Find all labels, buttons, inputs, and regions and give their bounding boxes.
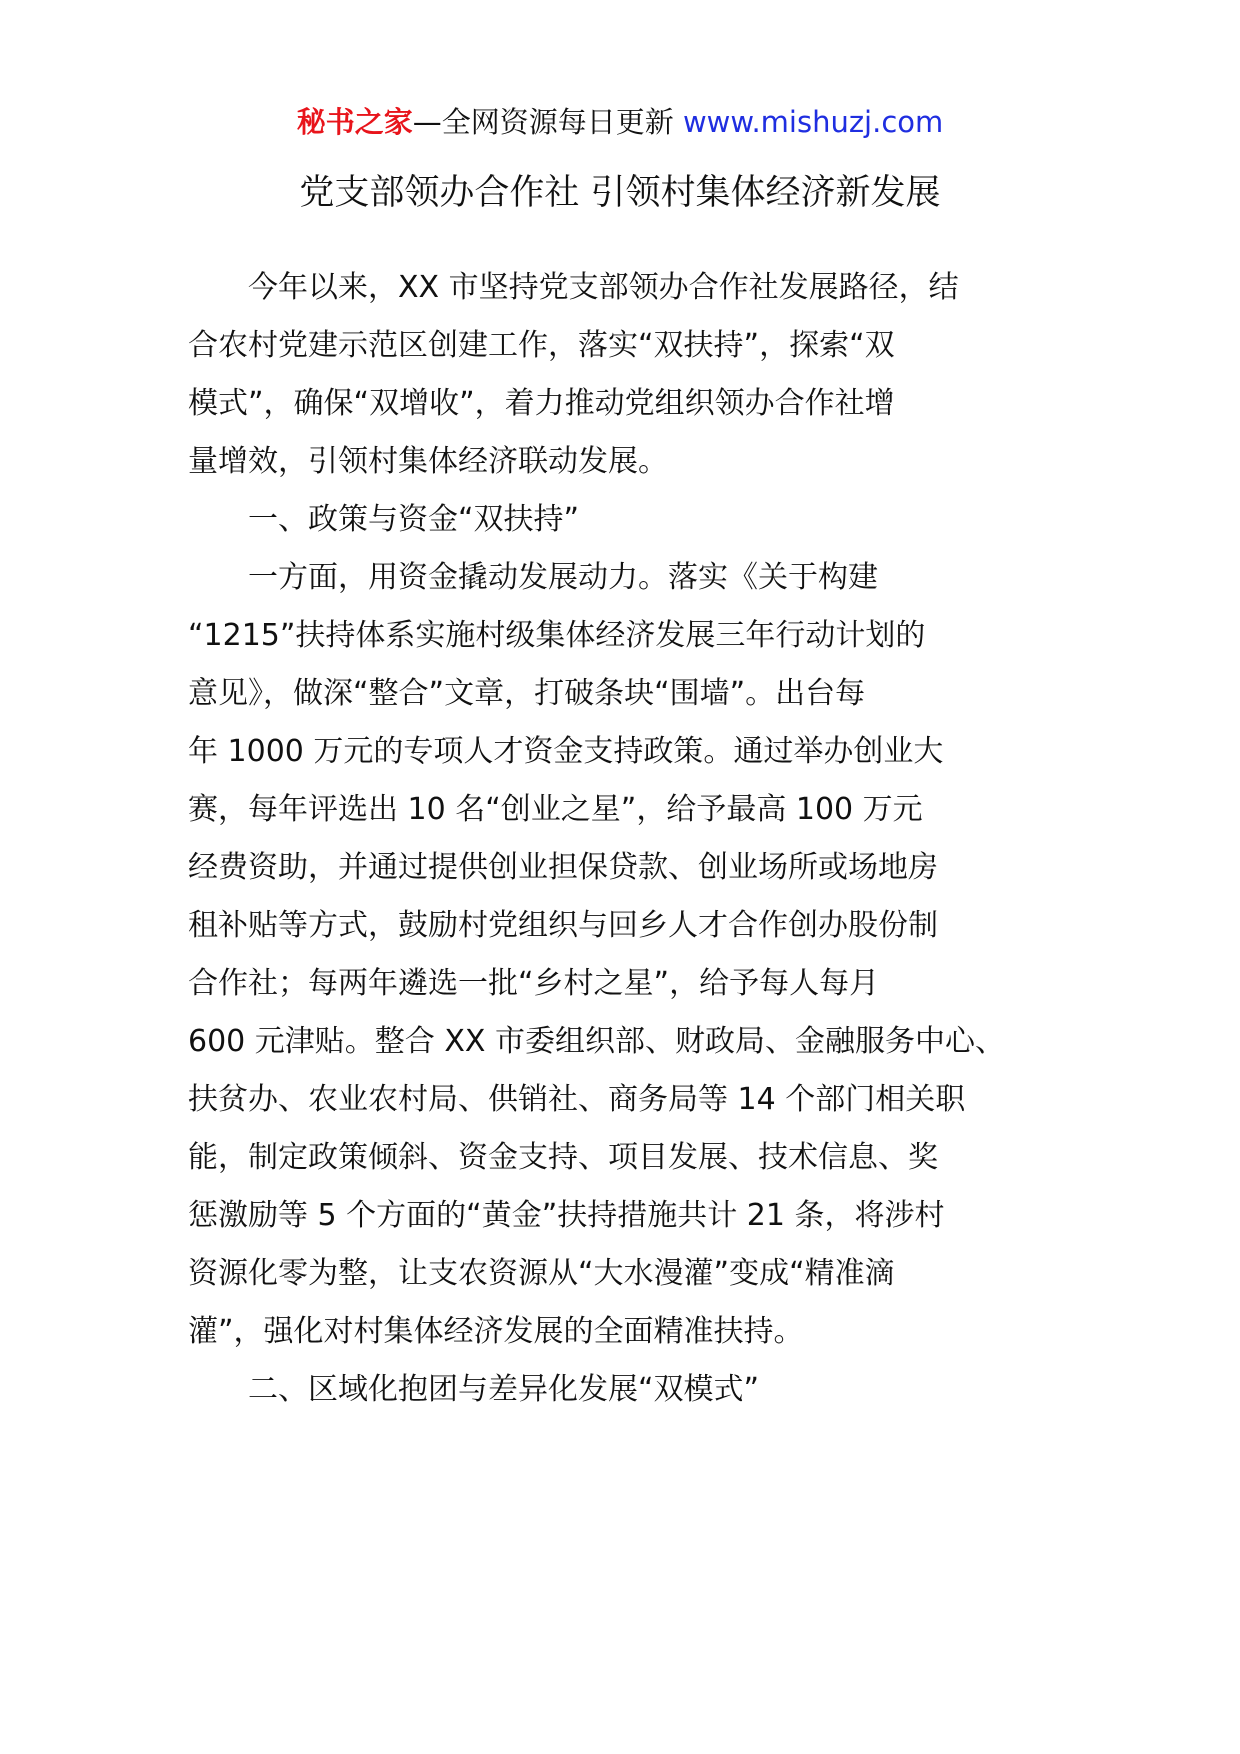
body-line: 能，制定政策倾斜、资金支持、项目发展、技术信息、奖	[188, 1140, 938, 1175]
body-line: 今年以来，XX 市坚持党支部领办合作社发展路径，结	[188, 270, 959, 305]
body-line: 意见》，做深“整合”文章，打破条块“围墙”。出台每	[188, 676, 866, 711]
body-line: 合作社；每两年遴选一批“乡村之星”，给予每人每月	[188, 966, 880, 1001]
body-line: 年 1000 万元的专项人才资金支持政策。通过举办创业大	[188, 734, 944, 769]
body-line: 租补贴等方式，鼓励村党组织与回乡人才合作创办股份制	[188, 908, 938, 943]
body-line: 合农村党建示范区创建工作，落实“双扶持”，探索“双	[188, 328, 895, 363]
body-line: 灌”，强化对村集体经济发展的全面精准扶持。	[188, 1314, 804, 1349]
body-line: 量增效，引领村集体经济联动发展。	[188, 444, 668, 479]
document-title: 党支部领办合作社 引领村集体经济新发展	[299, 173, 941, 213]
site-header	[0, 100, 1240, 144]
body-line: 资源化零为整，让支农资源从“大水漫灌”变成“精准滴	[188, 1256, 895, 1291]
body-line: 惩激励等 5 个方面的“黄金”扶持措施共计 21 条，将涉村	[188, 1198, 945, 1233]
brand-name: 秘书之家	[296, 105, 413, 139]
site-url-link[interactable]: www.mishuzj.com	[682, 105, 944, 139]
body-line: 一方面，用资金撬动发展动力。落实《关于构建	[188, 560, 878, 595]
body-line: 赛，每年评选出 10 名“创业之星”，给予最高 100 万元	[188, 792, 923, 827]
body-line: 扶贫办、农业农村局、供销社、商务局等 14 个部门相关职	[188, 1082, 966, 1117]
section-heading: 二、区域化抱团与差异化发展“双模式”	[188, 1372, 760, 1407]
body-line: 经费资助，并通过提供创业担保贷款、创业场所或场地房	[188, 850, 938, 885]
body-line: “1215”扶持体系实施村级集体经济发展三年行动计划的	[188, 618, 926, 653]
section-heading: 一、政策与资金“双扶持”	[188, 502, 580, 537]
header-slogan: —全网资源每日更新	[412, 105, 674, 139]
body-line: 模式”，确保“双增收”，着力推动党组织领办合作社增	[188, 386, 895, 421]
body-line: 600 元津贴。整合 XX 市委组织部、财政局、金融服务中心、	[188, 1024, 1005, 1059]
